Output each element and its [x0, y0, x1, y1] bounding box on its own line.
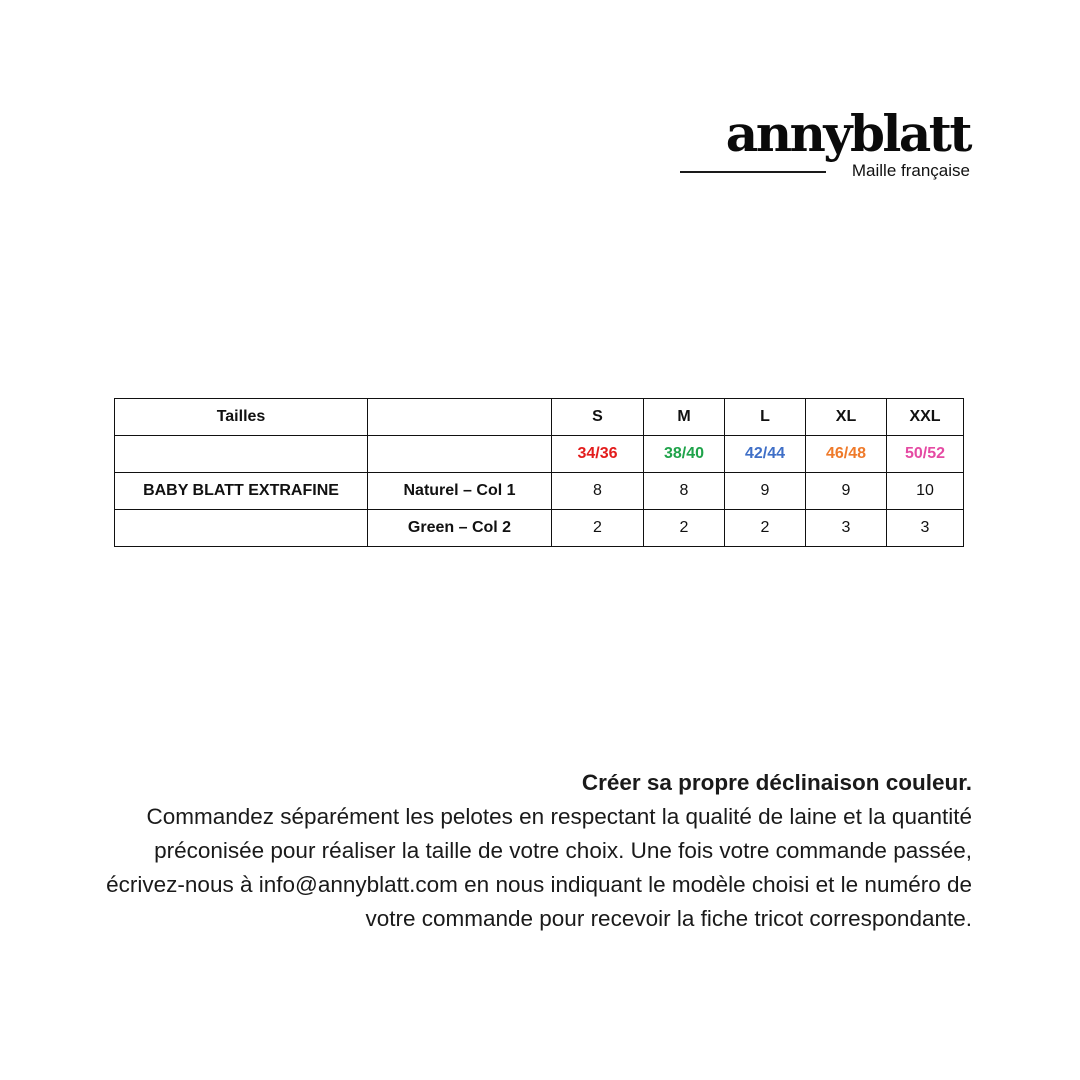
size-measure: 38/40	[644, 436, 725, 473]
footer-title: Créer sa propre déclinaison couleur.	[581, 770, 972, 795]
empty-cell	[368, 399, 552, 436]
ball-count: 8	[644, 473, 725, 510]
footer-note	[100, 766, 972, 936]
ball-count: 8	[552, 473, 644, 510]
table-row	[115, 510, 964, 547]
size-measure: 46/48	[806, 436, 887, 473]
measure-row	[115, 436, 964, 473]
ball-count: 2	[644, 510, 725, 547]
logo-divider-line	[680, 171, 826, 173]
ball-count: 9	[725, 473, 806, 510]
size-measure: 50/52	[887, 436, 964, 473]
size-measure: 42/44	[725, 436, 806, 473]
size-measure: 34/36	[552, 436, 644, 473]
size-label: XXL	[887, 399, 964, 436]
size-table	[114, 398, 964, 547]
ball-count: 10	[887, 473, 964, 510]
ball-count: 2	[725, 510, 806, 547]
ball-count: 3	[887, 510, 964, 547]
empty-cell	[368, 436, 552, 473]
product-name	[115, 510, 368, 547]
size-label: L	[725, 399, 806, 436]
table-header-row	[115, 399, 964, 436]
logo-wordmark: annyblatt	[725, 104, 970, 163]
size-label: S	[552, 399, 644, 436]
size-label: XL	[806, 399, 887, 436]
ball-count: 2	[552, 510, 644, 547]
color-name: Naturel – Col 1	[368, 473, 552, 510]
ball-count: 3	[806, 510, 887, 547]
empty-cell	[115, 436, 368, 473]
sizes-header-label: Tailles	[115, 399, 368, 436]
color-name: Green – Col 2	[368, 510, 552, 547]
size-label: M	[644, 399, 725, 436]
table-row	[115, 473, 964, 510]
ball-count: 9	[806, 473, 887, 510]
logo-tagline: Maille française	[851, 161, 970, 180]
product-name: BABY BLATT EXTRAFINE	[115, 473, 368, 510]
footer-body: Commandez séparément les pelotes en respectant la qualité de laine et la quantité préconisée pour réaliser la taille de votre choix. Une fois votre commande passée, écrivez-nous à info@annyblatt.com en nous indiquant le modèle choisi et le numéro de votre commande pour recevoir la fiche tricot correspondante.	[106, 804, 972, 931]
